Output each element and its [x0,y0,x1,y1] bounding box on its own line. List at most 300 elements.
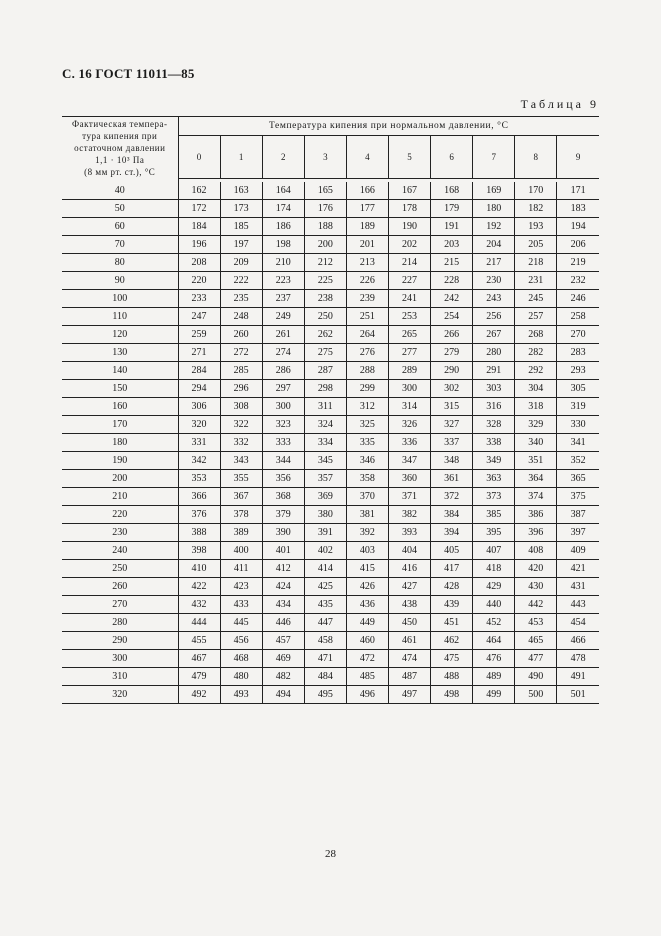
column-header: 9 [557,136,599,179]
table-row [62,542,599,560]
table-cell: 375 [557,488,599,506]
table-cell: 358 [346,470,388,488]
table-cell: 185 [220,218,262,236]
table-cell: 218 [515,254,557,272]
table-header [62,117,599,179]
table-cell: 489 [473,668,515,686]
table-cell: 191 [431,218,473,236]
table-cell: 469 [262,650,304,668]
table-row [62,470,599,488]
table-cell: 371 [388,488,430,506]
row-label: 90 [62,272,178,290]
table-cell: 401 [262,542,304,560]
table-cell: 265 [388,326,430,344]
table-cell: 410 [178,560,220,578]
table-cell: 398 [178,542,220,560]
table-label: Таблица 9 [520,97,599,111]
table-cell: 497 [388,686,430,704]
table-cell: 270 [557,326,599,344]
table-cell: 299 [346,380,388,398]
table-cell: 237 [262,290,304,308]
table-cell: 418 [473,560,515,578]
table-cell: 482 [262,668,304,686]
row-label: 130 [62,344,178,362]
table-cell: 193 [515,218,557,236]
row-label: 270 [62,596,178,614]
table-cell: 427 [388,578,430,596]
table-cell: 436 [346,596,388,614]
table-cell: 331 [178,434,220,452]
table-cell: 351 [515,452,557,470]
row-label: 250 [62,560,178,578]
table-cell: 194 [557,218,599,236]
table-cell: 250 [304,308,346,326]
table-cell: 387 [557,506,599,524]
table-cell: 178 [388,200,430,218]
row-label: 110 [62,308,178,326]
row-header-line: 1,1 · 10³ Па [95,154,145,165]
row-label: 230 [62,524,178,542]
table-cell: 176 [304,200,346,218]
table-cell: 500 [515,686,557,704]
table-cell: 386 [515,506,557,524]
table-cell: 464 [473,632,515,650]
table-cell: 432 [178,596,220,614]
table-cell: 490 [515,668,557,686]
table-cell: 452 [473,614,515,632]
table-cell: 202 [388,236,430,254]
table-cell: 173 [220,200,262,218]
table-cell: 164 [262,182,304,200]
table-cell: 433 [220,596,262,614]
table-cell: 411 [220,560,262,578]
table-cell: 353 [178,470,220,488]
table-cell: 352 [557,452,599,470]
table-cell: 396 [515,524,557,542]
table-cell: 412 [262,560,304,578]
table-cell: 471 [304,650,346,668]
table-cell: 179 [431,200,473,218]
table-cell: 233 [178,290,220,308]
table-cell: 438 [388,596,430,614]
table-cell: 344 [262,452,304,470]
table-cell: 312 [346,398,388,416]
table-cell: 306 [178,398,220,416]
row-label: 260 [62,578,178,596]
row-label: 190 [62,452,178,470]
table-cell: 337 [431,434,473,452]
table-cell: 449 [346,614,388,632]
table-cell: 417 [431,560,473,578]
table-cell: 245 [515,290,557,308]
table-row [62,506,599,524]
table-cell: 474 [388,650,430,668]
column-header: 3 [304,136,346,179]
table-cell: 484 [304,668,346,686]
table-cell: 394 [431,524,473,542]
table-cell: 381 [346,506,388,524]
table-cell: 328 [473,416,515,434]
table-cell: 329 [515,416,557,434]
table-cell: 444 [178,614,220,632]
table-cell: 298 [304,380,346,398]
table-cell: 168 [431,182,473,200]
table-cell: 334 [304,434,346,452]
table-cell: 447 [304,614,346,632]
row-label: 80 [62,254,178,272]
table-cell: 439 [431,596,473,614]
table-cell: 322 [220,416,262,434]
column-header: 1 [220,136,262,179]
table-cell: 423 [220,578,262,596]
table-cell: 206 [557,236,599,254]
table-cell: 208 [178,254,220,272]
table-cell: 285 [220,362,262,380]
table-row [62,560,599,578]
table-cell: 277 [388,344,430,362]
table-cell: 446 [262,614,304,632]
table-cell: 249 [262,308,304,326]
table-cell: 365 [557,470,599,488]
table-cell: 393 [388,524,430,542]
table-cell: 204 [473,236,515,254]
table-cell: 272 [220,344,262,362]
table-cell: 174 [262,200,304,218]
row-label: 300 [62,650,178,668]
table-cell: 361 [431,470,473,488]
table-cell: 180 [473,200,515,218]
row-header-line: (8 мм рт. ст.), °С [84,166,156,177]
table-cell: 429 [473,578,515,596]
table-row [62,668,599,686]
page-title: С. 16 ГОСТ 11011—85 [62,66,195,81]
table-cell: 355 [220,470,262,488]
table-cell: 258 [557,308,599,326]
table-cell: 445 [220,614,262,632]
table-cell: 420 [515,560,557,578]
page-number: 28 [325,848,336,860]
table-cell: 382 [388,506,430,524]
table-cell: 190 [388,218,430,236]
table-cell: 342 [178,452,220,470]
table-cell: 457 [262,632,304,650]
table-row [62,236,599,254]
row-label: 240 [62,542,178,560]
table-cell: 454 [557,614,599,632]
table-body [62,179,599,704]
table-cell: 226 [346,272,388,290]
row-label: 70 [62,236,178,254]
table-cell: 315 [431,398,473,416]
table-cell: 336 [388,434,430,452]
table-cell: 267 [473,326,515,344]
table-cell: 257 [515,308,557,326]
table-cell: 346 [346,452,388,470]
table-cell: 462 [431,632,473,650]
row-header-label [62,117,178,179]
table-cell: 426 [346,578,388,596]
table-cell: 217 [473,254,515,272]
table-cell: 170 [515,182,557,200]
table-cell: 251 [346,308,388,326]
row-label: 220 [62,506,178,524]
table-cell: 408 [515,542,557,560]
table-cell: 284 [178,362,220,380]
table-cell: 341 [557,434,599,452]
table-cell: 201 [346,236,388,254]
table-cell: 416 [388,560,430,578]
table-cell: 165 [304,182,346,200]
table-cell: 495 [304,686,346,704]
table-cell: 167 [388,182,430,200]
table-cell: 407 [473,542,515,560]
table-cell: 274 [262,344,304,362]
table-cell: 203 [431,236,473,254]
table-row [62,308,599,326]
table-cell: 496 [346,686,388,704]
row-label: 170 [62,416,178,434]
table-cell: 225 [304,272,346,290]
table-cell: 384 [431,506,473,524]
table-row [62,290,599,308]
table-cell: 368 [262,488,304,506]
row-header-line: тура кипения при [82,130,158,141]
table-cell: 297 [262,380,304,398]
table-cell: 182 [515,200,557,218]
row-label: 180 [62,434,178,452]
table-row [62,326,599,344]
table-cell: 367 [220,488,262,506]
table-cell: 177 [346,200,388,218]
table-cell: 372 [431,488,473,506]
table-row [62,398,599,416]
table-cell: 435 [304,596,346,614]
table-cell: 421 [557,560,599,578]
table-cell: 254 [431,308,473,326]
column-header: 6 [431,136,473,179]
table-cell: 347 [388,452,430,470]
row-label: 140 [62,362,178,380]
table-cell: 499 [473,686,515,704]
column-header: 0 [178,136,220,179]
table-cell: 366 [178,488,220,506]
table-cell: 300 [262,398,304,416]
column-header: 2 [262,136,304,179]
table-cell: 498 [431,686,473,704]
table-cell: 414 [304,560,346,578]
table-cell: 242 [431,290,473,308]
table-cell: 385 [473,506,515,524]
table-cell: 259 [178,326,220,344]
table-cell: 488 [431,668,473,686]
row-label: 120 [62,326,178,344]
table-cell: 466 [557,632,599,650]
table-cell: 378 [220,506,262,524]
table-cell: 467 [178,650,220,668]
table-cell: 183 [557,200,599,218]
table-cell: 186 [262,218,304,236]
table-cell: 453 [515,614,557,632]
boiling-temperature-table [62,116,599,704]
table-cell: 460 [346,632,388,650]
table-row [62,524,599,542]
table-cell: 232 [557,272,599,290]
table-cell: 291 [473,362,515,380]
table-cell: 210 [262,254,304,272]
table-cell: 392 [346,524,388,542]
table-cell: 475 [431,650,473,668]
table-cell: 294 [178,380,220,398]
table-cell: 492 [178,686,220,704]
table-cell: 458 [304,632,346,650]
table-cell: 200 [304,236,346,254]
table-cell: 326 [388,416,430,434]
table-cell: 171 [557,182,599,200]
table-cell: 303 [473,380,515,398]
table-cell: 477 [515,650,557,668]
table-cell: 343 [220,452,262,470]
table-cell: 318 [515,398,557,416]
row-header-line: Фактическая темпера- [72,118,168,129]
group-header: Температура кипения при нормальном давлении, °С [178,117,599,136]
table-row [62,200,599,218]
table-row [62,182,599,200]
table-cell: 380 [304,506,346,524]
table-cell: 188 [304,218,346,236]
table-cell: 283 [557,344,599,362]
table-cell: 468 [220,650,262,668]
table-cell: 397 [557,524,599,542]
table-cell: 405 [431,542,473,560]
table-cell: 476 [473,650,515,668]
table-cell: 335 [346,434,388,452]
table-cell: 363 [473,470,515,488]
table-row [62,488,599,506]
table-cell: 402 [304,542,346,560]
table-cell: 388 [178,524,220,542]
table-cell: 451 [431,614,473,632]
table-cell: 440 [473,596,515,614]
table-cell: 389 [220,524,262,542]
table-cell: 319 [557,398,599,416]
column-header: 8 [515,136,557,179]
column-header: 7 [473,136,515,179]
table-cell: 409 [557,542,599,560]
table-cell: 370 [346,488,388,506]
table-cell: 302 [431,380,473,398]
table-row [62,362,599,380]
table-cell: 327 [431,416,473,434]
table-row [62,650,599,668]
table-cell: 443 [557,596,599,614]
table-row [62,344,599,362]
table-cell: 348 [431,452,473,470]
table-row [62,632,599,650]
row-label: 290 [62,632,178,650]
table-cell: 169 [473,182,515,200]
table-cell: 241 [388,290,430,308]
table-cell: 325 [346,416,388,434]
row-label: 310 [62,668,178,686]
table-cell: 431 [557,578,599,596]
row-label: 320 [62,686,178,704]
table-cell: 205 [515,236,557,254]
table-cell: 238 [304,290,346,308]
table-cell: 415 [346,560,388,578]
table-cell: 316 [473,398,515,416]
table-cell: 293 [557,362,599,380]
table-cell: 340 [515,434,557,452]
table-cell: 442 [515,596,557,614]
table-cell: 461 [388,632,430,650]
table-cell: 198 [262,236,304,254]
table-row [62,254,599,272]
table-cell: 304 [515,380,557,398]
table-row [62,272,599,290]
table-cell: 247 [178,308,220,326]
table-cell: 330 [557,416,599,434]
table-cell: 235 [220,290,262,308]
table-cell: 282 [515,344,557,362]
table-cell: 391 [304,524,346,542]
row-header-line: остаточном давлении [74,142,166,153]
row-label: 280 [62,614,178,632]
table-cell: 253 [388,308,430,326]
table-row [62,218,599,236]
table-cell: 472 [346,650,388,668]
table-cell: 456 [220,632,262,650]
table-cell: 290 [431,362,473,380]
column-header: 5 [388,136,430,179]
table-cell: 404 [388,542,430,560]
table-cell: 219 [557,254,599,272]
table-cell: 266 [431,326,473,344]
table-cell: 189 [346,218,388,236]
table-cell: 390 [262,524,304,542]
table-cell: 305 [557,380,599,398]
table-row [62,578,599,596]
table-cell: 400 [220,542,262,560]
table-cell: 184 [178,218,220,236]
table-cell: 230 [473,272,515,290]
table-cell: 422 [178,578,220,596]
table-cell: 478 [557,650,599,668]
table-cell: 424 [262,578,304,596]
table-cell: 455 [178,632,220,650]
table-cell: 333 [262,434,304,452]
column-header: 4 [346,136,388,179]
table-cell: 289 [388,362,430,380]
table-cell: 494 [262,686,304,704]
table-cell: 323 [262,416,304,434]
table-cell: 288 [346,362,388,380]
table-row [62,434,599,452]
row-label: 40 [62,182,178,200]
table-cell: 332 [220,434,262,452]
table-cell: 260 [220,326,262,344]
table-row [62,380,599,398]
table-cell: 349 [473,452,515,470]
table-row [62,614,599,632]
table-cell: 275 [304,344,346,362]
table-cell: 264 [346,326,388,344]
table-cell: 279 [431,344,473,362]
table-cell: 262 [304,326,346,344]
table-cell: 311 [304,398,346,416]
table-cell: 364 [515,470,557,488]
table-cell: 196 [178,236,220,254]
table-cell: 338 [473,434,515,452]
